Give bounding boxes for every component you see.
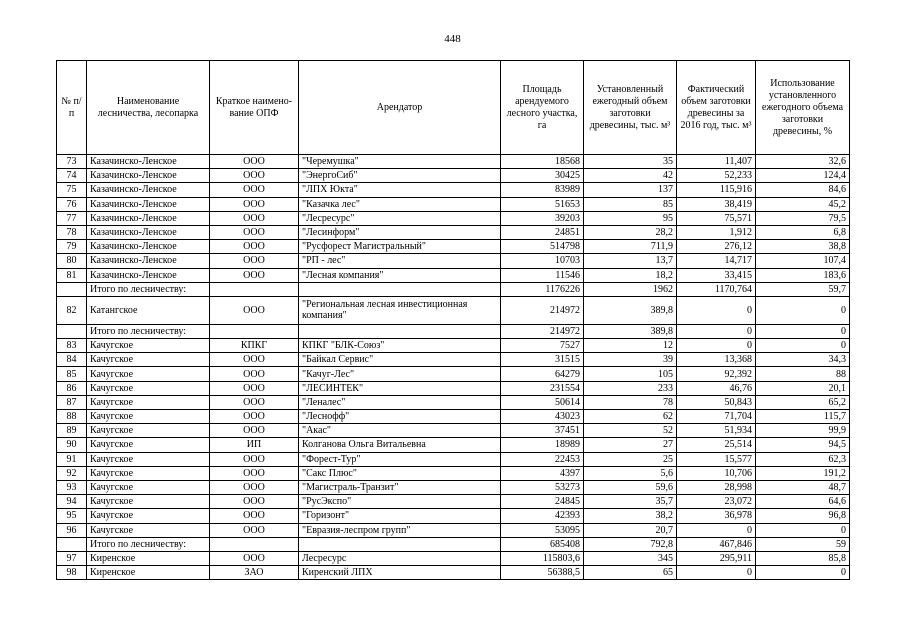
- table-row: [57, 537, 850, 551]
- cell-set-volume: 711,9: [584, 240, 677, 254]
- cell-actual-volume: 75,571: [677, 211, 756, 225]
- page-number: 448: [444, 33, 461, 45]
- cell-opf: ООО: [210, 395, 299, 409]
- cell-opf: ООО: [210, 353, 299, 367]
- cell-area: 1176226: [501, 282, 584, 296]
- cell-area: 22453: [501, 452, 584, 466]
- cell-usage-percent: 62,3: [756, 452, 850, 466]
- cell-actual-volume: 15,577: [677, 452, 756, 466]
- cell-opf: ООО: [210, 410, 299, 424]
- cell-tenant: "Евразия-леспром групп": [299, 523, 501, 537]
- cell-area: 83989: [501, 183, 584, 197]
- cell-area: 18989: [501, 438, 584, 452]
- cell-usage-percent: 48,7: [756, 480, 850, 494]
- cell-area: 214972: [501, 296, 584, 324]
- cell-opf: ООО: [210, 381, 299, 395]
- table-row: [57, 339, 850, 353]
- cell-area: 31515: [501, 353, 584, 367]
- cell-forestry: Казачинско-Ленское: [87, 268, 210, 282]
- cell-tenant: "Лесресурс": [299, 211, 501, 225]
- cell-number: 78: [57, 225, 87, 239]
- cell-actual-volume: 28,998: [677, 480, 756, 494]
- cell-tenant: [299, 537, 501, 551]
- cell-usage-percent: 0: [756, 296, 850, 324]
- table-row: [57, 353, 850, 367]
- cell-actual-volume: 11,407: [677, 155, 756, 169]
- cell-actual-volume: 467,846: [677, 537, 756, 551]
- cell-forestry: Казачинско-Ленское: [87, 211, 210, 225]
- cell-number: 96: [57, 523, 87, 537]
- cell-opf: [210, 282, 299, 296]
- cell-set-volume: 38,2: [584, 509, 677, 523]
- cell-actual-volume: 0: [677, 324, 756, 338]
- cell-number: 95: [57, 509, 87, 523]
- cell-area: 37451: [501, 424, 584, 438]
- cell-forestry: Казачинско-Ленское: [87, 183, 210, 197]
- cell-actual-volume: 115,916: [677, 183, 756, 197]
- cell-set-volume: 28,2: [584, 225, 677, 239]
- cell-tenant: "Черемушка": [299, 155, 501, 169]
- cell-tenant: "Региональная лесная инвестиционная компания": [299, 296, 501, 324]
- table-row: [57, 452, 850, 466]
- cell-set-volume: 792,8: [584, 537, 677, 551]
- cell-usage-percent: 96,8: [756, 509, 850, 523]
- cell-forestry: Киренское: [87, 566, 210, 580]
- cell-actual-volume: 13,368: [677, 353, 756, 367]
- cell-set-volume: 39: [584, 353, 677, 367]
- cell-area: 30425: [501, 169, 584, 183]
- table-row: [57, 551, 850, 565]
- table-row: [57, 268, 850, 282]
- table-row: [57, 566, 850, 580]
- cell-forestry: Качугское: [87, 452, 210, 466]
- cell-tenant: [299, 324, 501, 338]
- cell-forestry: Качугское: [87, 395, 210, 409]
- cell-tenant: "Магистраль-Транзит": [299, 480, 501, 494]
- cell-actual-volume: 52,233: [677, 169, 756, 183]
- cell-tenant: "ЭнергоСиб": [299, 169, 501, 183]
- cell-actual-volume: 0: [677, 566, 756, 580]
- cell-area: 685408: [501, 537, 584, 551]
- table-row: [57, 509, 850, 523]
- cell-set-volume: 27: [584, 438, 677, 452]
- cell-usage-percent: 124,4: [756, 169, 850, 183]
- cell-actual-volume: 92,392: [677, 367, 756, 381]
- cell-tenant: "Лесинформ": [299, 225, 501, 239]
- table-row: [57, 466, 850, 480]
- header-tenant: Арендатор: [299, 61, 501, 155]
- header-number: № п/п: [57, 61, 87, 155]
- table-row: [57, 211, 850, 225]
- cell-set-volume: 85: [584, 197, 677, 211]
- cell-opf: ООО: [210, 240, 299, 254]
- cell-number: 82: [57, 296, 87, 324]
- cell-tenant: "РП - лес": [299, 254, 501, 268]
- cell-forestry: Качугское: [87, 424, 210, 438]
- cell-usage-percent: 99,9: [756, 424, 850, 438]
- cell-area: 42393: [501, 509, 584, 523]
- cell-tenant: "Лесная компания": [299, 268, 501, 282]
- cell-usage-percent: 59,7: [756, 282, 850, 296]
- cell-tenant: "Горизонт": [299, 509, 501, 523]
- cell-forestry: Качугское: [87, 480, 210, 494]
- cell-usage-percent: 84,6: [756, 183, 850, 197]
- cell-usage-percent: 94,5: [756, 438, 850, 452]
- table-row: [57, 183, 850, 197]
- cell-forestry: Катангское: [87, 296, 210, 324]
- cell-set-volume: 13,7: [584, 254, 677, 268]
- cell-tenant: Колганова Ольга Витальевна: [299, 438, 501, 452]
- cell-tenant: "Казачка лес": [299, 197, 501, 211]
- cell-number: 77: [57, 211, 87, 225]
- cell-usage-percent: 115,7: [756, 410, 850, 424]
- cell-area: 10703: [501, 254, 584, 268]
- cell-opf: ООО: [210, 296, 299, 324]
- cell-opf: ООО: [210, 268, 299, 282]
- cell-opf: ООО: [210, 254, 299, 268]
- table-row: [57, 197, 850, 211]
- header-forestry: Наименование лесничества, лесопарка: [87, 61, 210, 155]
- cell-set-volume: 62: [584, 410, 677, 424]
- cell-actual-volume: 0: [677, 339, 756, 353]
- cell-area: 115803,6: [501, 551, 584, 565]
- cell-number: 89: [57, 424, 87, 438]
- cell-opf: ООО: [210, 367, 299, 381]
- cell-usage-percent: 20,1: [756, 381, 850, 395]
- cell-forestry: Казачинско-Ленское: [87, 254, 210, 268]
- cell-forestry: Качугское: [87, 466, 210, 480]
- header-area: Площадь арендуемого лесного участка, га: [501, 61, 584, 155]
- cell-actual-volume: 38,419: [677, 197, 756, 211]
- table-row: [57, 169, 850, 183]
- cell-number: 80: [57, 254, 87, 268]
- cell-usage-percent: 107,4: [756, 254, 850, 268]
- cell-actual-volume: 71,704: [677, 410, 756, 424]
- cell-tenant: "Качуг-Лес": [299, 367, 501, 381]
- cell-set-volume: 35,7: [584, 495, 677, 509]
- cell-usage-percent: 79,5: [756, 211, 850, 225]
- cell-forestry: Итого по лесничеству:: [87, 324, 210, 338]
- cell-actual-volume: 1170,764: [677, 282, 756, 296]
- cell-forestry: Итого по лесничеству:: [87, 282, 210, 296]
- cell-actual-volume: 0: [677, 296, 756, 324]
- cell-tenant: "Сакс Плюс": [299, 466, 501, 480]
- table-body: [57, 155, 850, 580]
- cell-opf: [210, 537, 299, 551]
- cell-usage-percent: 59: [756, 537, 850, 551]
- cell-usage-percent: 34,3: [756, 353, 850, 367]
- cell-area: 53095: [501, 523, 584, 537]
- cell-usage-percent: 6,8: [756, 225, 850, 239]
- table-row: [57, 155, 850, 169]
- cell-set-volume: 42: [584, 169, 677, 183]
- cell-actual-volume: 14,717: [677, 254, 756, 268]
- cell-opf: ООО: [210, 225, 299, 239]
- cell-actual-volume: 0: [677, 523, 756, 537]
- cell-area: 11546: [501, 268, 584, 282]
- cell-forestry: Качугское: [87, 495, 210, 509]
- cell-opf: ООО: [210, 551, 299, 565]
- cell-tenant: КПКГ "БЛК-Союз": [299, 339, 501, 353]
- cell-number: 84: [57, 353, 87, 367]
- cell-actual-volume: 23,072: [677, 495, 756, 509]
- cell-opf: ООО: [210, 197, 299, 211]
- cell-forestry: Качугское: [87, 353, 210, 367]
- cell-number: 87: [57, 395, 87, 409]
- cell-number: 92: [57, 466, 87, 480]
- cell-area: 214972: [501, 324, 584, 338]
- cell-set-volume: 95: [584, 211, 677, 225]
- table-row: [57, 225, 850, 239]
- cell-forestry: Качугское: [87, 367, 210, 381]
- cell-opf: ООО: [210, 480, 299, 494]
- cell-number: 83: [57, 339, 87, 353]
- header-opf: Краткое наимено-вание ОПФ: [210, 61, 299, 155]
- cell-opf: ООО: [210, 169, 299, 183]
- table-row: [57, 438, 850, 452]
- cell-opf: ООО: [210, 183, 299, 197]
- cell-actual-volume: 1,912: [677, 225, 756, 239]
- cell-tenant: "Леналес": [299, 395, 501, 409]
- cell-forestry: Итого по лесничеству:: [87, 537, 210, 551]
- table-row: [57, 240, 850, 254]
- cell-forestry: Казачинско-Ленское: [87, 197, 210, 211]
- cell-area: 4397: [501, 466, 584, 480]
- cell-usage-percent: 38,8: [756, 240, 850, 254]
- cell-forestry: Качугское: [87, 339, 210, 353]
- cell-set-volume: 52: [584, 424, 677, 438]
- table-row: [57, 495, 850, 509]
- cell-tenant: Киренский ЛПХ: [299, 566, 501, 580]
- table-row: [57, 296, 850, 324]
- cell-usage-percent: 32,6: [756, 155, 850, 169]
- cell-usage-percent: 65,2: [756, 395, 850, 409]
- cell-set-volume: 65: [584, 566, 677, 580]
- cell-actual-volume: 46,76: [677, 381, 756, 395]
- cell-tenant: "Байкал Сервис": [299, 353, 501, 367]
- cell-set-volume: 345: [584, 551, 677, 565]
- cell-tenant: "Леснофф": [299, 410, 501, 424]
- cell-usage-percent: 191,2: [756, 466, 850, 480]
- cell-usage-percent: 0: [756, 339, 850, 353]
- cell-set-volume: 5,6: [584, 466, 677, 480]
- cell-actual-volume: 50,843: [677, 395, 756, 409]
- cell-number: [57, 537, 87, 551]
- cell-area: 50614: [501, 395, 584, 409]
- cell-area: 43023: [501, 410, 584, 424]
- cell-set-volume: 78: [584, 395, 677, 409]
- cell-set-volume: 1962: [584, 282, 677, 296]
- table-row: [57, 395, 850, 409]
- cell-opf: ООО: [210, 495, 299, 509]
- cell-area: 56388,5: [501, 566, 584, 580]
- cell-area: 64279: [501, 367, 584, 381]
- cell-area: 24851: [501, 225, 584, 239]
- table-row: [57, 367, 850, 381]
- cell-number: 85: [57, 367, 87, 381]
- cell-forestry: Киренское: [87, 551, 210, 565]
- cell-set-volume: 105: [584, 367, 677, 381]
- cell-forestry: Казачинско-Ленское: [87, 225, 210, 239]
- cell-usage-percent: 88: [756, 367, 850, 381]
- cell-number: 88: [57, 410, 87, 424]
- table-row: [57, 523, 850, 537]
- cell-opf: ООО: [210, 452, 299, 466]
- table-row: [57, 324, 850, 338]
- cell-tenant: "Форест-Тур": [299, 452, 501, 466]
- cell-area: 7527: [501, 339, 584, 353]
- cell-set-volume: 12: [584, 339, 677, 353]
- cell-tenant: "РусЭкспо": [299, 495, 501, 509]
- cell-opf: ИП: [210, 438, 299, 452]
- table-row: [57, 254, 850, 268]
- cell-set-volume: 20,7: [584, 523, 677, 537]
- cell-forestry: Казачинско-Ленское: [87, 169, 210, 183]
- cell-forestry: Качугское: [87, 523, 210, 537]
- table-row: [57, 410, 850, 424]
- cell-forestry: Качугское: [87, 381, 210, 395]
- cell-set-volume: 25: [584, 452, 677, 466]
- cell-number: 91: [57, 452, 87, 466]
- cell-set-volume: 137: [584, 183, 677, 197]
- cell-area: 18568: [501, 155, 584, 169]
- cell-actual-volume: 51,934: [677, 424, 756, 438]
- cell-opf: ООО: [210, 155, 299, 169]
- cell-area: 53273: [501, 480, 584, 494]
- cell-set-volume: 389,8: [584, 324, 677, 338]
- cell-number: 86: [57, 381, 87, 395]
- cell-actual-volume: 33,415: [677, 268, 756, 282]
- table-row: [57, 282, 850, 296]
- cell-tenant: Лесресурс: [299, 551, 501, 565]
- table-header-row: [57, 61, 850, 155]
- cell-tenant: "Русфорест Магистральный": [299, 240, 501, 254]
- cell-tenant: [299, 282, 501, 296]
- cell-number: 73: [57, 155, 87, 169]
- cell-number: 94: [57, 495, 87, 509]
- table-row: [57, 381, 850, 395]
- cell-number: 98: [57, 566, 87, 580]
- cell-opf: ООО: [210, 466, 299, 480]
- cell-area: 514798: [501, 240, 584, 254]
- cell-actual-volume: 295,911: [677, 551, 756, 565]
- cell-forestry: Качугское: [87, 410, 210, 424]
- cell-set-volume: 35: [584, 155, 677, 169]
- cell-tenant: "ЛЕСИНТЕК": [299, 381, 501, 395]
- header-usage-percent: Использование установленного ежегодного объема заготовки древесины, %: [756, 61, 850, 155]
- cell-usage-percent: 183,6: [756, 268, 850, 282]
- cell-set-volume: 389,8: [584, 296, 677, 324]
- cell-number: 76: [57, 197, 87, 211]
- cell-actual-volume: 10,706: [677, 466, 756, 480]
- cell-area: 51653: [501, 197, 584, 211]
- cell-usage-percent: 0: [756, 523, 850, 537]
- cell-set-volume: 59,6: [584, 480, 677, 494]
- cell-actual-volume: 276,12: [677, 240, 756, 254]
- cell-opf: ООО: [210, 211, 299, 225]
- cell-number: 93: [57, 480, 87, 494]
- cell-tenant: "Акас": [299, 424, 501, 438]
- cell-forestry: Качугское: [87, 509, 210, 523]
- cell-tenant: "ЛПХ Юкта": [299, 183, 501, 197]
- cell-number: 75: [57, 183, 87, 197]
- cell-usage-percent: 0: [756, 566, 850, 580]
- cell-usage-percent: 0: [756, 324, 850, 338]
- cell-area: 39203: [501, 211, 584, 225]
- cell-number: 79: [57, 240, 87, 254]
- cell-number: 81: [57, 268, 87, 282]
- forestry-lease-table: [56, 60, 850, 580]
- cell-forestry: Качугское: [87, 438, 210, 452]
- cell-opf: ООО: [210, 523, 299, 537]
- cell-set-volume: 233: [584, 381, 677, 395]
- cell-usage-percent: 45,2: [756, 197, 850, 211]
- cell-area: 231554: [501, 381, 584, 395]
- cell-area: 24845: [501, 495, 584, 509]
- cell-actual-volume: 36,978: [677, 509, 756, 523]
- cell-actual-volume: 25,514: [677, 438, 756, 452]
- cell-number: [57, 282, 87, 296]
- header-set-volume: Установленный ежегодный объем заготовки древесины, тыс. м³: [584, 61, 677, 155]
- cell-forestry: Казачинско-Ленское: [87, 155, 210, 169]
- cell-opf: ЗАО: [210, 566, 299, 580]
- cell-forestry: Казачинско-Ленское: [87, 240, 210, 254]
- cell-usage-percent: 64,6: [756, 495, 850, 509]
- cell-usage-percent: 85,8: [756, 551, 850, 565]
- cell-opf: КПКГ: [210, 339, 299, 353]
- table-row: [57, 424, 850, 438]
- cell-set-volume: 18,2: [584, 268, 677, 282]
- cell-opf: ООО: [210, 424, 299, 438]
- cell-opf: [210, 324, 299, 338]
- cell-number: 74: [57, 169, 87, 183]
- table-row: [57, 480, 850, 494]
- cell-number: [57, 324, 87, 338]
- cell-number: 97: [57, 551, 87, 565]
- cell-opf: ООО: [210, 509, 299, 523]
- header-actual-volume: Фактический объем заготовки древесины за 2016 год, тыс. м³: [677, 61, 756, 155]
- cell-number: 90: [57, 438, 87, 452]
